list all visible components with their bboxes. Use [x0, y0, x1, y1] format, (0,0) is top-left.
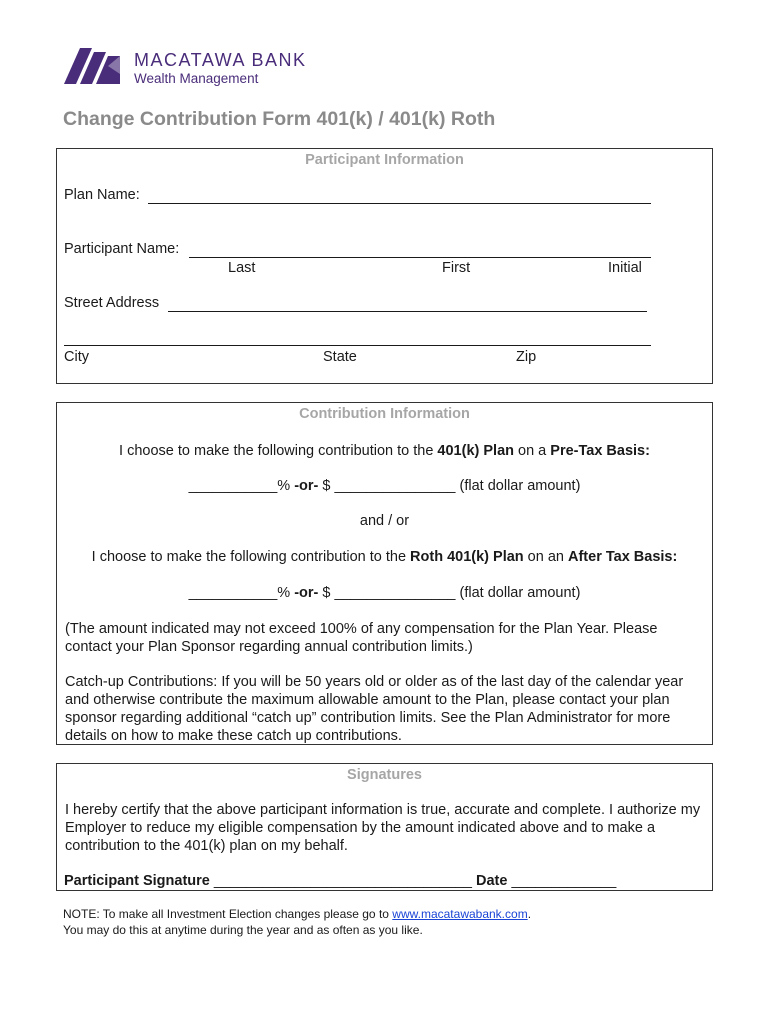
street-address-field[interactable]	[168, 311, 647, 312]
signature-line[interactable]	[64, 873, 616, 889]
bank-subtitle: Wealth Management	[134, 71, 259, 86]
participant-signature-label: Participant Signature	[64, 873, 210, 889]
form-title: Change Contribution Form 401(k) / 401(k) Roth	[63, 108, 496, 130]
signatures-section	[56, 763, 713, 891]
catch-up-note: Catch-up Contributions: If you will be 50 years old or older as of the last day of the calendar year and otherwise contribute the maximum allowable amount to the Plan, please contact your plan sponsor regarding additional “catch up” contribution limits. See the Plan Administrator for more details on how to make these catch up contributions.	[65, 674, 684, 744]
or-label: -or-	[294, 478, 319, 494]
roth-basis: After Tax Basis:	[568, 549, 678, 565]
note-prefix: NOTE: To make all Investment Election changes please go to	[63, 907, 393, 921]
roth-middle: on an	[523, 549, 568, 565]
and-or-label: and / or	[359, 513, 410, 529]
city-sublabel: City	[64, 349, 89, 365]
note-suffix: .	[527, 907, 532, 921]
flat-dollar-label: (flat dollar amount)	[459, 585, 581, 601]
date-label: Date	[475, 873, 508, 889]
flat-dollar-label: (flat dollar amount)	[459, 478, 581, 494]
last-name-sublabel: Last	[228, 260, 256, 276]
section-heading: Signatures	[347, 767, 422, 783]
zip-sublabel: Zip	[516, 349, 537, 365]
pretax-prefix: I choose to make the following contribution to the	[119, 443, 438, 459]
bank-logo	[62, 44, 322, 90]
pretax-amount-line[interactable]	[57, 478, 712, 494]
date-field[interactable]: _____________	[511, 873, 617, 889]
pretax-basis: Pre-Tax Basis:	[550, 443, 650, 459]
roth-dollar-field[interactable]: $ _______________	[322, 585, 456, 601]
plan-name-label: Plan Name:	[64, 187, 140, 203]
participant-information-section	[56, 148, 713, 384]
certification-statement: I hereby certify that the above participant information is true, accurate and complete. I authorize my Employer to reduce my eligible compensation by the amount indicated above and to make a contribution to the 401(k) plan on my behalf.	[65, 802, 701, 854]
pretax-dollar-field[interactable]: $ _______________	[322, 478, 456, 494]
pretax-percent-field[interactable]: ___________%	[188, 478, 291, 494]
roth-amount-line[interactable]	[57, 585, 712, 601]
footer-note	[63, 906, 531, 938]
participant-name-label: Participant Name:	[64, 241, 180, 257]
macatawa-m-logo-icon	[62, 44, 128, 88]
macatawabank-link[interactable]: www.macatawabank.com	[392, 907, 528, 921]
section-heading: Participant Information	[305, 152, 464, 168]
first-name-sublabel: First	[442, 260, 471, 276]
street-address-label: Street Address	[64, 295, 160, 311]
roth-prefix: I choose to make the following contribution to the	[91, 549, 411, 565]
roth-plan-name: Roth 401(k) Plan	[410, 549, 524, 565]
bank-name: MACATAWA BANK	[134, 50, 307, 70]
roth-percent-field[interactable]: ___________%	[188, 585, 291, 601]
contribution-limit-note: (The amount indicated may not exceed 100% of any compensation for the Plan Year. Please contact your Plan Sponsor regarding annual contribution limits.)	[65, 621, 658, 655]
initial-sublabel: Initial	[608, 260, 642, 276]
city-state-zip-field[interactable]	[64, 345, 651, 346]
pretax-middle: on a	[514, 443, 551, 459]
or-label: -or-	[294, 585, 319, 601]
signature-field[interactable]: ________________________________	[213, 873, 472, 889]
participant-name-field[interactable]	[189, 257, 651, 258]
roth-statement	[57, 549, 712, 565]
state-sublabel: State	[323, 349, 357, 365]
pretax-statement	[57, 443, 712, 459]
pretax-plan-name: 401(k) Plan	[437, 443, 514, 459]
note-line-2: You may do this at anytime during the year and as often as you like.	[63, 923, 423, 937]
plan-name-field[interactable]	[148, 203, 651, 204]
contribution-information-section	[56, 402, 713, 745]
section-heading: Contribution Information	[299, 406, 470, 422]
